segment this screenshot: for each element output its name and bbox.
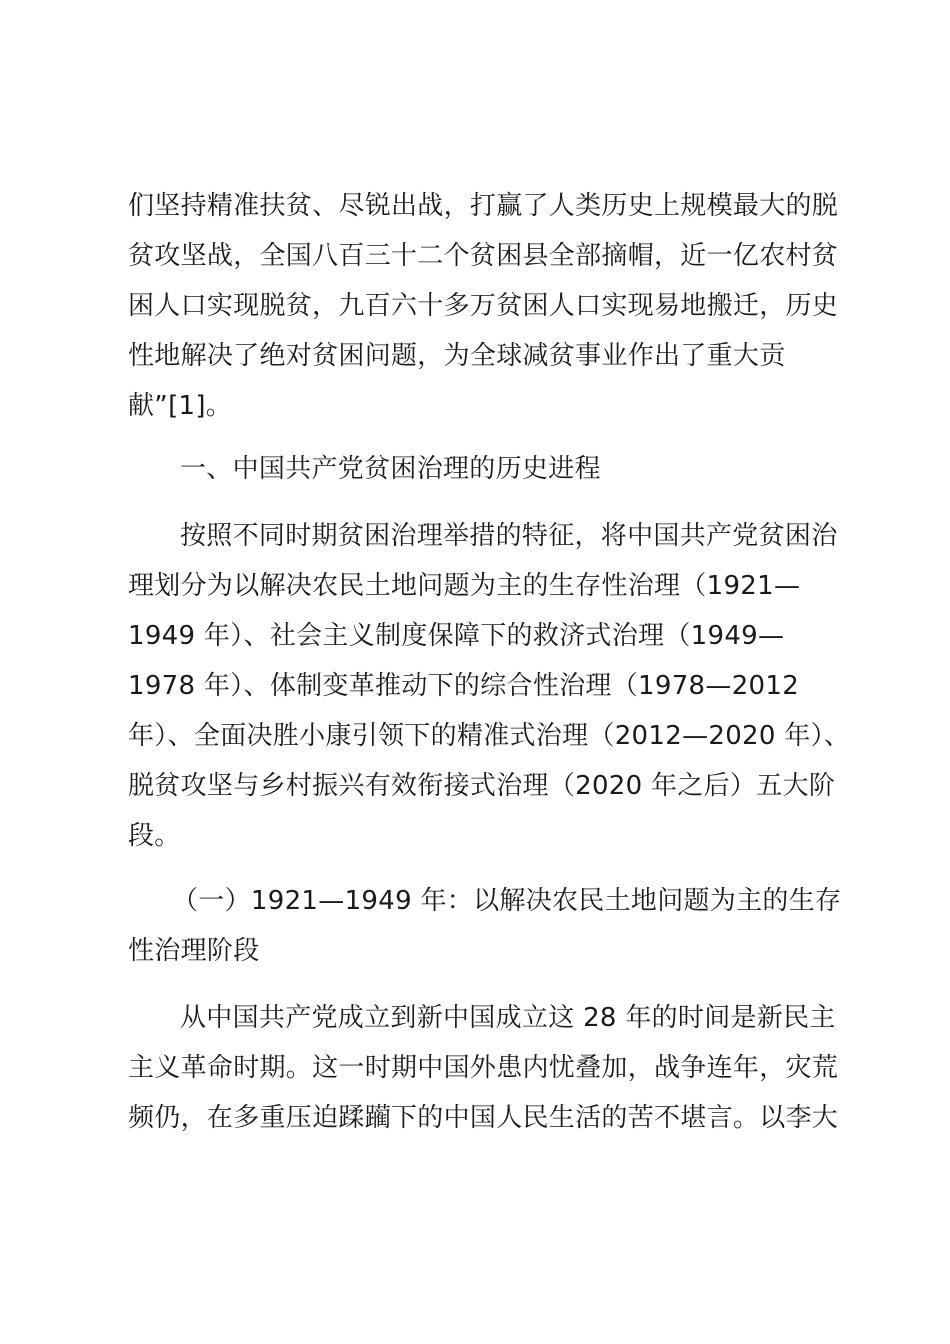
body-text-line: 按照不同时期贫困治理举措的特征，将中国共产党贫困治 bbox=[180, 521, 838, 551]
body-text-line: 主义革命时期。这一时期中国外患内忧叠加，战争连年，灾荒 bbox=[128, 1053, 839, 1083]
body-text-line: 困人口实现脱贫，九百六十多万贫困人口实现易地搬迁，历史 bbox=[128, 291, 839, 321]
body-text-line: 频仍，在多重压迫蹂躏下的中国人民生活的苦不堪言。以李大 bbox=[128, 1103, 839, 1133]
body-text-line: 献”[1]。 bbox=[128, 391, 233, 421]
subsection-heading: （一）1921—1949 年：以解决农民土地问题为主的生存 bbox=[172, 886, 842, 916]
body-text-line: 1949 年）、社会主义制度保障下的救济式治理（1949— bbox=[128, 621, 785, 651]
body-text-line: 理划分为以解决农民土地问题为主的生存性治理（1921— bbox=[128, 571, 801, 601]
body-text-line: 贫攻坚战，全国八百三十二个贫困县全部摘帽，近一亿农村贫 bbox=[128, 241, 839, 271]
body-text-line: 年）、全面决胜小康引领下的精准式治理（2012—2020 年）、 bbox=[128, 721, 851, 751]
section-heading: 一、中国共产党贫困治理的历史进程 bbox=[180, 454, 601, 484]
body-text-line: 段。 bbox=[128, 821, 181, 851]
subsection-heading-continuation: 性治理阶段 bbox=[128, 936, 260, 966]
body-text-line: 1978 年）、体制变革推动下的综合性治理（1978—2012 bbox=[128, 671, 800, 701]
body-text-line: 从中国共产党成立到新中国成立这 28 年的时间是新民主 bbox=[180, 1003, 836, 1033]
body-text-line: 脱贫攻坚与乡村振兴有效衔接式治理（2020 年之后）五大阶 bbox=[128, 771, 836, 801]
body-text-line: 性地解决了绝对贫困问题，为全球减贫事业作出了重大贡 bbox=[128, 341, 786, 371]
body-text-line: 们坚持精准扶贫、尽锐出战，打赢了人类历史上规模最大的脱 bbox=[128, 191, 839, 221]
